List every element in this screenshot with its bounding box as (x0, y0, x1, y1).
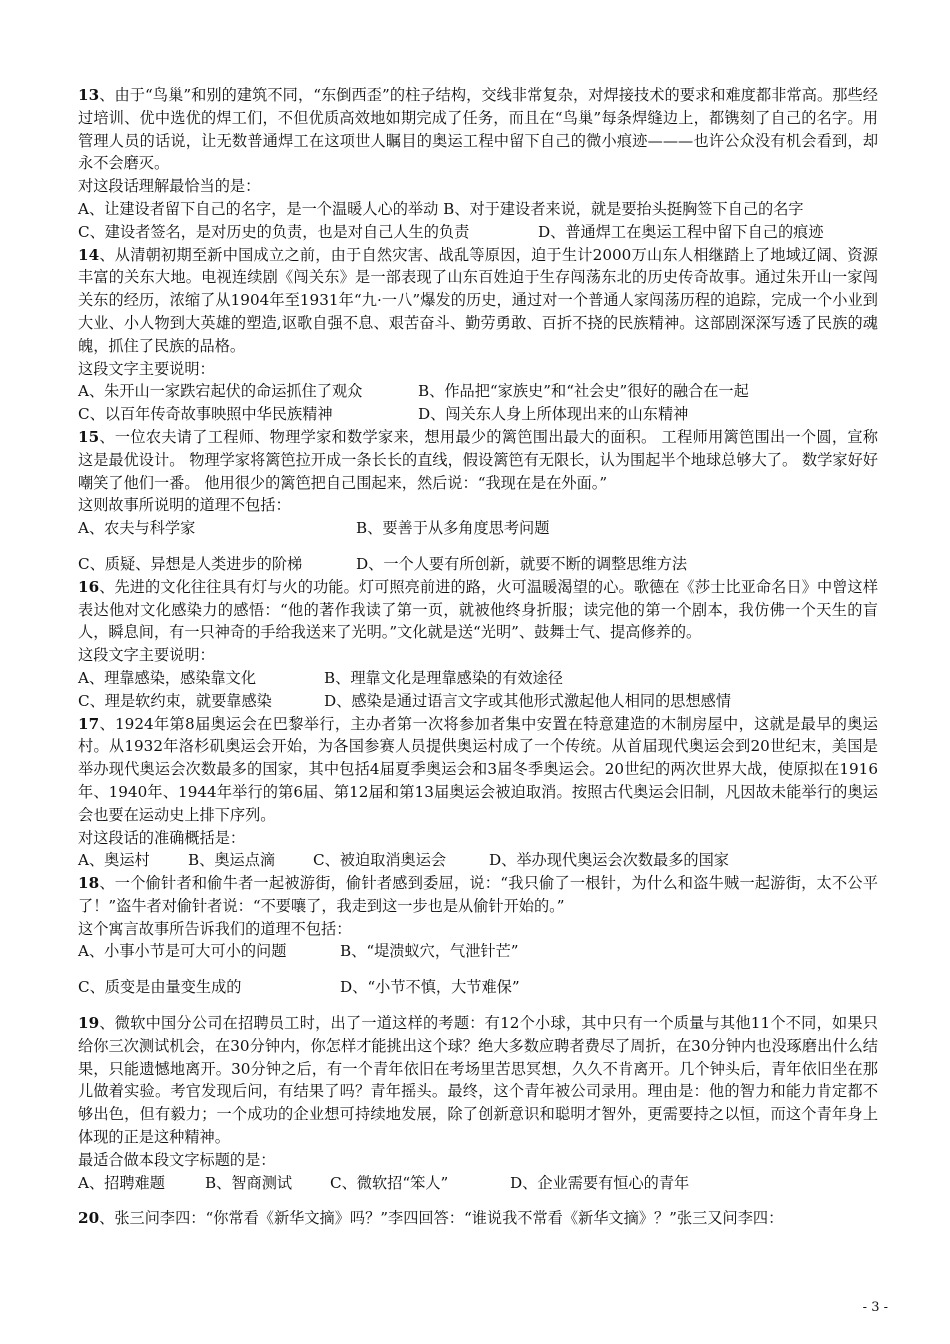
question-prompt: 这则故事所说明的道理不包括： (78, 496, 291, 515)
option: C、以百年传奇故事映照中华民族精神 (78, 405, 333, 424)
question-number: 14 (78, 245, 100, 264)
question-number: 19 (78, 1014, 100, 1033)
question-text: 、一位农夫请了工程师、物理学家和数学家来，想用最少的篱笆围出最大的面积。 工程师用篱笆围出一个圆，宣称这是最优设计。 物理学家将篱笆拉开成一条长长的直线，假设篱笆有无限长，认为围起半个地球总够大了。 数学家好好嘲笑了他们一番。 他用很少的篱笆把自己围起来，然后说：“我现在是在外面。” (78, 427, 878, 492)
option-row (78, 380, 878, 403)
option: B、要善于从多角度思考问题 (356, 519, 550, 538)
question-number: 17 (78, 714, 100, 733)
option: C、质疑、异想是人类进步的阶梯 (78, 554, 303, 573)
option: B、理靠文化是理靠感染的有效途径 (324, 668, 563, 687)
question-number: 15 (78, 427, 100, 446)
question-text: 、1924年第8届奥运会在巴黎举行，主办者第一次将参加者集中安置在特意建造的木制房屋中，这就是最早的奥运村。从1932年洛杉矶奥运会开始，为各国参赛人员提供奥运村成了一个传统。从首届现代奥运会到20世纪末，美国是举办现代奥运会次数最多的国家，其中包括4届夏季奥运会和3届冬季奥运会。20世纪的两次世界大战，使原拟在1916年、1940年、1944年举行的第6届、第12届和第13届奥运会被迫取消。按照古代奥运会旧制，凡因故未能举行的奥运会也要在运动史上排下序列。 (78, 714, 878, 824)
option: A、小事小节是可大可小的问题 (78, 942, 287, 961)
question-number: 18 (78, 874, 100, 893)
option: B、智商测试 (205, 1173, 293, 1192)
option: C、被迫取消奥运会 (313, 851, 447, 870)
question-13 (78, 84, 878, 175)
option: B、“堤溃蚁穴，气泄针芒” (340, 942, 519, 961)
question-16 (78, 576, 878, 644)
option: B、作品把“家族史”和“社会史”很好的融合在一起 (418, 382, 749, 401)
option-row (78, 667, 878, 690)
option-row (78, 221, 878, 244)
option-row (78, 849, 878, 872)
question-18 (78, 872, 878, 918)
option-row (78, 940, 878, 963)
option: D、“小节不慎，大节难保” (340, 978, 520, 997)
option: A、理靠感染，感染靠文化 (78, 668, 257, 687)
option: D、企业需要有恒心的青年 (510, 1173, 690, 1192)
question-14 (78, 244, 878, 358)
option: D、闯关东人身上所体现出来的山东精神 (418, 405, 689, 424)
question-prompt: 最适合做本段文字标题的是： (78, 1150, 276, 1169)
option: D、普通焊工在奥运工程中留下自己的痕迹 (538, 222, 824, 241)
question-number: 20 (78, 1209, 100, 1228)
option-row (78, 1172, 878, 1195)
option: D、举办现代奥运会次数最多的国家 (489, 851, 729, 870)
option-row (78, 690, 878, 713)
option-row (78, 517, 878, 540)
option: B、奥运点滴 (188, 851, 276, 870)
option: A、奥运村 (78, 851, 150, 870)
question-prompt: 这个寓言故事所告诉我们的道理不包括： (78, 919, 352, 938)
option: A、朱开山一家跌宕起伏的命运抓住了观众 (78, 382, 363, 401)
option: C、质变是由量变生成的 (78, 978, 242, 997)
question-prompt: 这段文字主要说明： (78, 646, 215, 665)
question-number: 16 (78, 577, 100, 596)
question-17 (78, 713, 878, 827)
question-text: 、一个偷针者和偷牛者一起被游街，偷针者感到委屈，说：“我只偷了一根针，为什么和盗牛贼一起游街，太不公平了！”盗牛者对偷针者说：“不要嚷了，我走到这一步也是从偷针开始的。” (78, 874, 878, 915)
page-number: - 3 - (862, 1300, 888, 1315)
option: C、微软招“笨人” (330, 1173, 449, 1192)
option: A、农夫与科学家 (78, 519, 196, 538)
question-text: 、先进的文化往往具有灯与火的功能。灯可照亮前进的路，火可温暖渴望的心。歌德在《莎士比亚命名日》中曾这样表达他对文化感染力的感悟：“他的著作我读了第一页，就被他终身折服；读完他的第一个剧本，我仿佛一个天生的盲人，瞬息间，有一只神奇的手给我送来了光明。”文化就是送“光明”、鼓舞士气、提高修养的。 (78, 577, 878, 642)
question-15 (78, 426, 878, 494)
option: C、建设者签名，是对历史的负责，也是对自己人生的负责 (78, 222, 470, 241)
option: A、招聘难题 (78, 1173, 165, 1192)
option-row (78, 976, 878, 999)
option-row (78, 403, 878, 426)
question-prompt: 这段文字主要说明： (78, 359, 215, 378)
option-line: A、让建设者留下自己的名字，是一个温暖人心的举动 B、对于建设者来说，就是要抬头挺胸签下自己的名字 (78, 199, 804, 218)
option: C、理是软约束，就要靠感染 (78, 691, 272, 710)
document-page (78, 84, 878, 1230)
option-row (78, 553, 878, 576)
question-number: 13 (78, 86, 100, 104)
question-text: 、由于“鸟巢”和别的建筑不同，“东倒西歪”的柱子结构，交线非常复杂，对焊接技术的要求和难度都非常高。那些经过培训、优中选优的焊工们，不但优质高效地如期完成了任务，而且在“鸟巢”每条焊缝边上，都镌刻了自己的名字。用管理人员的话说，让无数普通焊工在这项世人瞩目的奥运工程中留下自己的微小痕迹———也许公众没有机会看到，却永不会磨灭。 (78, 86, 878, 173)
option: D、感染是通过语言文字或其他形式激起他人相同的思想感情 (324, 691, 732, 710)
question-prompt: 对这段话理解最恰当的是： (78, 177, 261, 196)
question-text: 、微软中国分公司在招聘员工时，出了一道这样的考题：有12个小球，其中只有一个质量与其他11个不同，如果只给你三次测试机会，在30分钟内，你怎样才能挑出这个球？绝大多数应聘者费尽了周折，在30分钟内也没琢磨出什么结果，只能遗憾地离开。30分钟之后，有一个青年依旧在考场里苦思冥想，久久不肯离开。几个钟头后，青年依旧坐在那儿做着实验。考官发现后问，有结果了吗？青年摇头。最终，这个青年被公司录用。理由是：他的智力和能力肯定都不够出色，但有毅力；一个成功的企业想可持续地发展，除了创新意识和聪明才智外，更需要持之以恒，而这个青年身上体现的正是这种精神。 (78, 1014, 878, 1147)
question-prompt: 对这段话的准确概括是： (78, 828, 246, 847)
question-20 (78, 1207, 878, 1230)
option: D、一个人要有所创新，就要不断的调整思维方法 (356, 554, 688, 573)
question-text: 、张三问李四：“你常看《新华文摘》吗？”李四回答：“谁说我不常看《新华文摘》？”张三又问李四： (99, 1209, 784, 1228)
question-text: 、从清朝初期至新中国成立之前，由于自然灾害、战乱等原因，迫于生计2000万山东人相继踏上了地域辽阔、资源丰富的关东大地。电视连续剧《闯关东》是一部表现了山东百姓迫于生存闯荡东北的历史传奇故事。通过朱开山一家闯关东的经历，浓缩了从1904年至1931年“九·一八”爆发的历史，通过对一个普通人家闯荡历程的追踪，完成一个小业到大业、小人物到大英雄的塑造,讴歌自强不息、艰苦奋斗、勤劳勇敢、百折不挠的民族精神。这部剧深深写透了民族的魂魄，抓住了民族的品格。 (78, 245, 878, 355)
question-19 (78, 1012, 878, 1149)
